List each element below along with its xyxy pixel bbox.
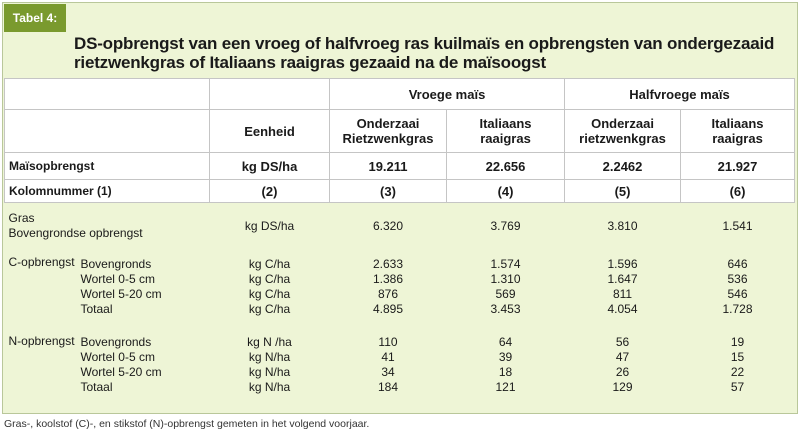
cell: 2.2462 <box>565 153 681 180</box>
header-row-columns <box>5 110 795 153</box>
header-eenheid: Eenheid <box>210 110 330 153</box>
row-unit: kg C/ha kg C/ha kg C/ha kg C/ha <box>210 249 330 325</box>
table-number-badge: Tabel 4: <box>4 4 66 32</box>
cell: 21.927 <box>681 153 795 180</box>
cell: 3.769 <box>447 203 565 249</box>
row-label: Kolomnummer (1) <box>5 180 210 203</box>
cell: 110 41 34 184 <box>330 325 447 405</box>
cell: 1.596 1.647 811 4.054 <box>565 249 681 325</box>
cell: 19.211 <box>330 153 447 180</box>
cell: 3.810 <box>565 203 681 249</box>
row-maisopbrengst <box>5 153 795 180</box>
header-row-groups <box>5 79 795 110</box>
yield-table <box>4 78 795 405</box>
cell: 6.320 <box>330 203 447 249</box>
cell: 2.633 1.386 876 4.895 <box>330 249 447 325</box>
cell: 19 15 22 57 <box>681 325 795 405</box>
row-kolomnummer <box>5 180 795 203</box>
cell: 1.541 <box>681 203 795 249</box>
row-n-opbrengst <box>5 325 795 405</box>
row-c-opbrengst <box>5 249 795 325</box>
cell: (5) <box>565 180 681 203</box>
cell: (4) <box>447 180 565 203</box>
header-col3: Onderzaai Rietzwenkgras <box>330 110 447 153</box>
header-halfvroege-mais: Halfvroege maïs <box>565 79 795 110</box>
row-unit: kg DS/ha <box>210 203 330 249</box>
cell: 56 47 26 129 <box>565 325 681 405</box>
cell: 22.656 <box>447 153 565 180</box>
row-label: Maïsopbrengst <box>5 153 210 180</box>
row-label: Gras Bovengrondse opbrengst <box>5 203 210 249</box>
row-gras <box>5 203 795 249</box>
table-title: DS-opbrengst van een vroeg of halfvroeg ras kuilmaïs en opbrengsten van ondergezaaid rietzwenkgras of Italiaans raaigras gezaaid na de maïsoogst <box>74 34 775 72</box>
header-empty <box>5 79 210 110</box>
header-vroege-mais: Vroege maïs <box>330 79 565 110</box>
cell: (6) <box>681 180 795 203</box>
cell: 64 39 18 121 <box>447 325 565 405</box>
header-col5: Onderzaai rietzwenkgras <box>565 110 681 153</box>
cell: 1.574 1.310 569 3.453 <box>447 249 565 325</box>
row-label: C-opbrengst Bovengronds Wortel 0-5 cm Wortel 5-20 cm Totaal <box>5 249 210 325</box>
row-unit: kg N /ha kg N/ha kg N/ha kg N/ha <box>210 325 330 405</box>
cell: (3) <box>330 180 447 203</box>
header-col6: Italiaans raaigras <box>681 110 795 153</box>
header-col4: Italiaans raaigras <box>447 110 565 153</box>
row-label: N-opbrengst Bovengronds Wortel 0-5 cm Wortel 5-20 cm Totaal <box>5 325 210 405</box>
header-empty <box>210 79 330 110</box>
footnote: Gras-, koolstof (C)-, en stikstof (N)-opbrengst gemeten in het volgend voorjaar. <box>4 418 370 430</box>
cell: 646 536 546 1.728 <box>681 249 795 325</box>
row-unit: kg DS/ha <box>210 153 330 180</box>
cell: (2) <box>210 180 330 203</box>
header-empty <box>5 110 210 153</box>
